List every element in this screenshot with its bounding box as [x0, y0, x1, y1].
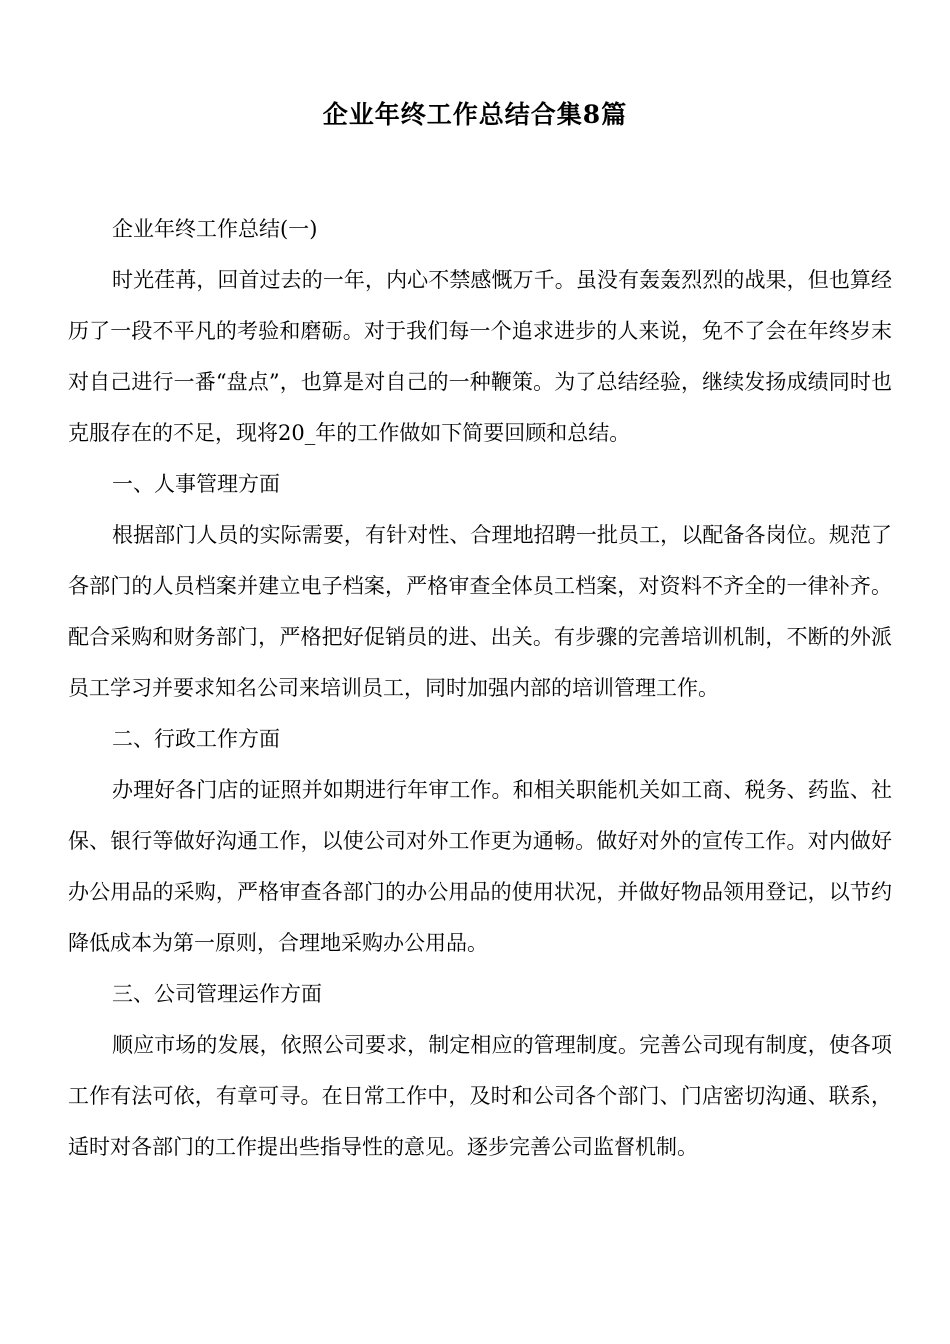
section-heading: 企业年终工作总结(一): [112, 217, 318, 241]
section-heading: 二、行政工作方面: [112, 727, 280, 751]
document-title: 企业年终工作总结合集8篇: [322, 100, 628, 129]
paragraph: 顺应市场的发展，依照公司要求，制定相应的管理制度。完善公司现有制度，使各项工作有法可依，有章可寻。在日常工作中，及时和公司各个部门、门店密切沟通、联系，适时对各部门的工作提出些指导性的意见。逐步完善公司监督机制。: [68, 1033, 892, 1159]
paragraph: 办理好各门店的证照并如期进行年审工作。和相关职能机关如工商、税务、药监、社保、银行等做好沟通工作，以使公司对外工作更为通畅。做好对外的宣传工作。对内做好办公用品的采购，严格审查各部门的办公用品的使用状况，并做好物品领用登记，以节约降低成本为第一原则，合理地采购办公用品。: [68, 778, 892, 955]
paragraph: 时光荏苒，回首过去的一年，内心不禁感慨万千。虽没有轰轰烈烈的战果，但也算经历了一段不平凡的考验和磨砺。对于我们每一个追求进步的人来说，免不了会在年终岁末对自己进行一番“盘点”，也算是对自己的一种鞭策。为了总结经验，继续发扬成绩同时也克服存在的不足，现将20_年的工作做如下简要回顾和总结。: [68, 268, 892, 445]
section-heading: 三、公司管理运作方面: [112, 982, 322, 1006]
section-heading: 一、人事管理方面: [112, 472, 280, 496]
paragraph: 根据部门人员的实际需要，有针对性、合理地招聘一批员工，以配备各岗位。规范了各部门的人员档案并建立电子档案，严格审查全体员工档案，对资料不齐全的一律补齐。配合采购和财务部门，严格把好促销员的进、出关。有步骤的完善培训机制，不断的外派员工学习并要求知名公司来培训员工，同时加强内部的培训管理工作。: [68, 523, 892, 700]
document-body: [68, 204, 892, 1173]
